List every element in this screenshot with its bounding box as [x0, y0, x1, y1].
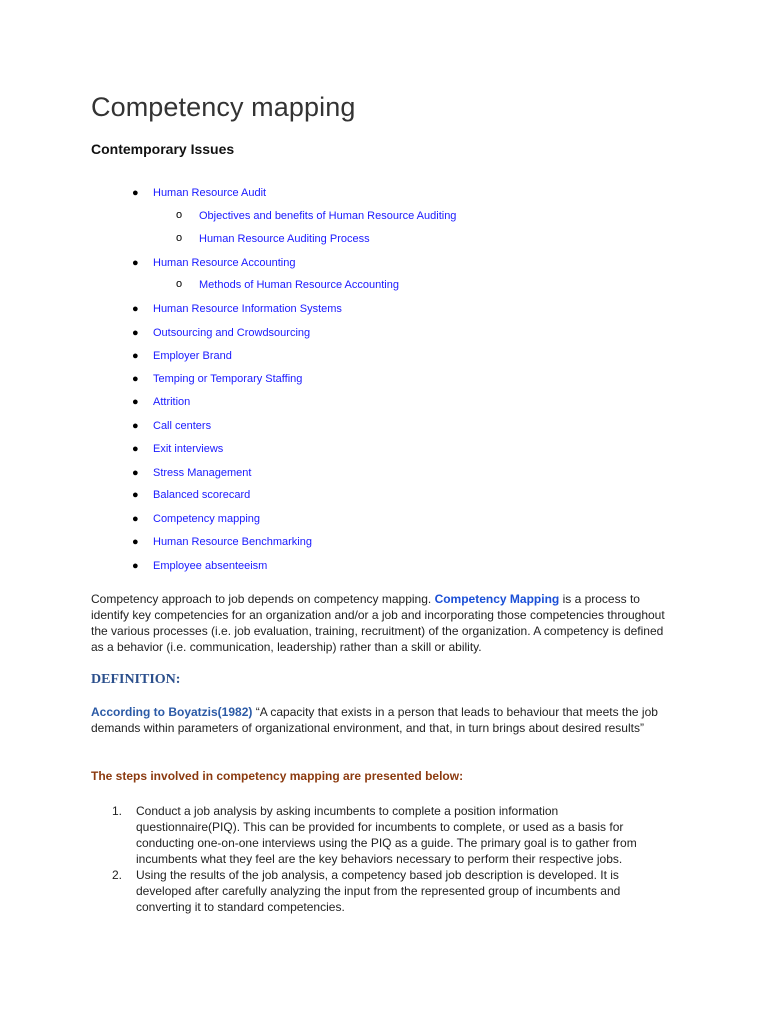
- step-number: 1.: [112, 804, 123, 818]
- circle-bullet-icon: o: [176, 278, 183, 290]
- bullet-icon: ●: [132, 350, 139, 362]
- quote-author: According to Boyatzis(1982): [91, 705, 253, 719]
- topic-link[interactable]: Human Resource Auditing Process: [199, 233, 370, 245]
- list-item: [132, 395, 191, 409]
- steps-list: [112, 803, 656, 915]
- topic-link[interactable]: Employee absenteeism: [153, 560, 268, 572]
- list-item: [132, 349, 232, 363]
- bullet-icon: ●: [132, 327, 139, 339]
- bullet-icon: ●: [132, 560, 139, 572]
- bullet-icon: ●: [132, 536, 139, 548]
- topic-link[interactable]: Call centers: [153, 420, 212, 432]
- definition-quote: [91, 704, 671, 736]
- bullet-icon: ●: [132, 257, 139, 269]
- circle-bullet-icon: o: [176, 209, 183, 221]
- topic-link[interactable]: Stress Management: [153, 467, 252, 479]
- list-item: [132, 559, 268, 573]
- intro-paragraph: [91, 591, 671, 655]
- step-text: Conduct a job analysis by asking incumbents to complete a position information questionnaire(PIQ). This can be provided for incumbents to complete, or used as a basis for conducting one-on-one interviews using the PIQ as a guide. The primary goal is to gather from incumbents what they feel are the key behaviors necessary to perform their respective jobs.: [136, 804, 637, 866]
- step-item: [112, 867, 656, 915]
- list-item: [132, 466, 252, 480]
- definition-heading: DEFINITION:: [91, 672, 181, 687]
- bullet-icon: ●: [132, 396, 139, 408]
- intro-text-before: Competency approach to job depends on competency mapping.: [91, 592, 435, 606]
- bullet-icon: ●: [132, 467, 139, 479]
- topic-link[interactable]: Outsourcing and Crowdsourcing: [153, 327, 311, 339]
- bullet-icon: ●: [132, 420, 139, 432]
- list-item: [132, 302, 342, 316]
- topic-link[interactable]: Attrition: [153, 396, 191, 408]
- list-item: [176, 209, 457, 223]
- list-item: [132, 535, 312, 549]
- topic-link[interactable]: Human Resource Information Systems: [153, 303, 342, 315]
- list-item: [176, 232, 370, 246]
- topic-link[interactable]: Human Resource Benchmarking: [153, 536, 312, 548]
- bullet-icon: ●: [132, 187, 139, 199]
- list-item: [132, 256, 296, 270]
- competency-mapping-link[interactable]: Competency Mapping: [434, 592, 560, 606]
- topic-link[interactable]: Human Resource Accounting: [153, 257, 296, 269]
- bullet-icon: ●: [132, 513, 139, 525]
- bullet-icon: ●: [132, 443, 139, 455]
- page-title: Competency mapping: [91, 92, 356, 122]
- quote-text: “A capacity that exists in a person that leads to behaviour that meets the job demands within parameters of organizational environment, and that, in turn brings about desired results”: [91, 705, 658, 735]
- bullet-icon: ●: [132, 303, 139, 315]
- list-item: [132, 372, 303, 386]
- topic-link[interactable]: Employer Brand: [153, 350, 232, 362]
- step-item: [112, 803, 656, 867]
- topic-link[interactable]: Human Resource Audit: [153, 187, 267, 199]
- section-subtitle: Contemporary Issues: [91, 141, 235, 157]
- list-item: [132, 442, 224, 456]
- list-item: [132, 488, 251, 502]
- topic-link[interactable]: Methods of Human Resource Accounting: [199, 279, 399, 291]
- step-text: Using the results of the job analysis, a competency based job description is developed. It is developed after carefully analyzing the input from the represented group of incumbents and converting it to standard competencies.: [136, 868, 621, 914]
- list-item: [132, 186, 267, 200]
- intro-text-after: is a process to identify key competencies for an organization and/or a job and incorporating those competencies throughout the various processes (i.e. job evaluation, training, recruitment) of the organization. A competency is defined as a behavior (i.e. communication, leadership) rather than a skill or ability.: [91, 592, 665, 654]
- circle-bullet-icon: o: [176, 232, 183, 244]
- topic-link[interactable]: Balanced scorecard: [153, 489, 251, 501]
- list-item: [132, 326, 311, 340]
- bullet-icon: ●: [132, 373, 139, 385]
- step-number: 2.: [112, 868, 123, 882]
- topic-link[interactable]: Competency mapping: [153, 513, 261, 525]
- topic-link[interactable]: Temping or Temporary Staffing: [153, 373, 303, 385]
- bullet-icon: ●: [132, 489, 139, 501]
- list-item: [132, 419, 212, 433]
- list-item: [176, 278, 399, 292]
- list-item: [132, 512, 261, 526]
- topic-link[interactable]: Exit interviews: [153, 443, 224, 455]
- steps-heading: The steps involved in competency mapping are presented below:: [91, 769, 464, 783]
- topic-link[interactable]: Objectives and benefits of Human Resource Auditing: [199, 210, 457, 222]
